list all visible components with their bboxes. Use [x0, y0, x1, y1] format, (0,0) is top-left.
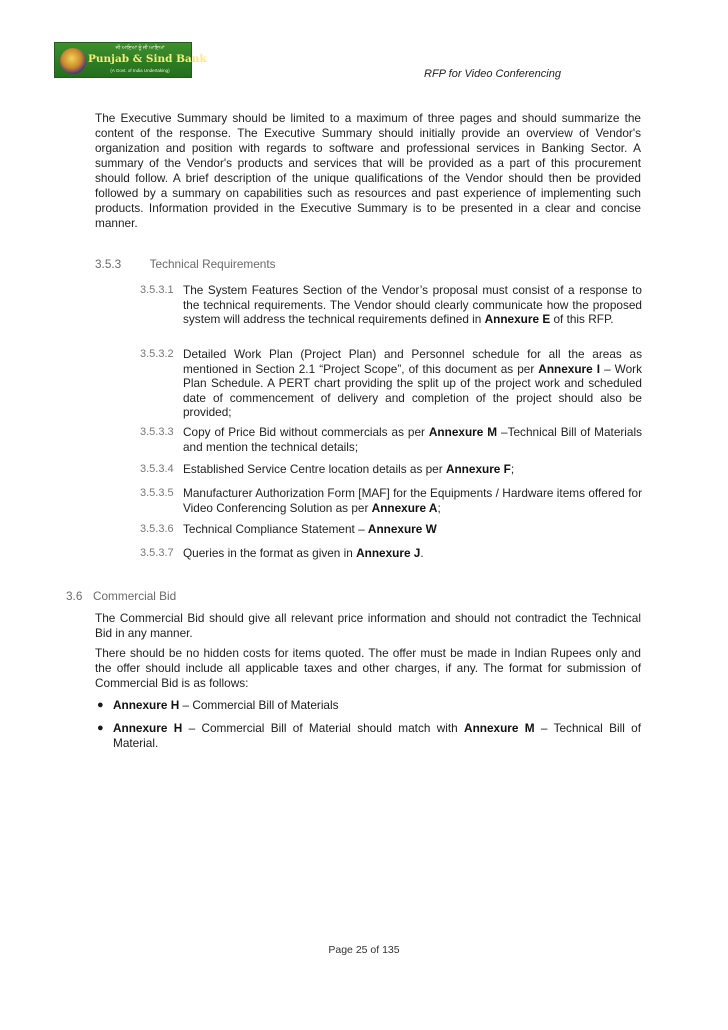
executive-summary-paragraph: The Executive Summary should be limited to a maximum of three pages and should summarize the content of the response. The Executive Summary should initially provide an overview of Vendor's organization and position with regards to software and professional services in Banking Sector. A summary of the Vendor's products and services that will be provided as a part of this procurement should follow. A brief description of the unique qualifications of the Vendor should then be provided followed by a summary on capabilities such as resources and past experience of implementing such products. Information provided in the Executive Summary is to be presented in a clear and concise manner. — [95, 111, 641, 230]
page-footer: Page 25 of 135 — [328, 944, 400, 956]
list-item — [95, 721, 641, 751]
item-number: 3.5.3.2 — [140, 348, 174, 360]
item-text: Established Service Centre location details as per Annexure F; — [183, 462, 515, 476]
item-number: 3.5.3.4 — [140, 463, 174, 475]
item-text: The System Features Section of the Vendor’s proposal must consist of a response to the technical requirements. The Vendor should clearly communicate how the proposed system will address the technical requirements defined in Annexure E of this RFP. — [183, 283, 642, 327]
section-number: 3.5.3 — [95, 257, 122, 271]
item-number: 3.5.3.5 — [140, 487, 174, 499]
bullet-text: Annexure H – Commercial Bill of Materials — [113, 698, 339, 712]
list-item — [140, 522, 642, 537]
logo-tagline: (A Govt. of India Undertaking) — [110, 68, 170, 73]
list-item — [140, 347, 642, 420]
item-text: Copy of Price Bid without commercials as per Annexure M –Technical Bill of Materials and mention the technical details; — [183, 425, 643, 454]
item-number: 3.5.3.1 — [140, 284, 174, 296]
item-number: 3.5.3.7 — [140, 547, 174, 559]
bullet-icon: ● — [97, 722, 104, 734]
list-item — [140, 486, 642, 515]
section-title: Commercial Bid — [92, 589, 177, 603]
page-total: 135 — [382, 944, 400, 956]
list-item — [140, 546, 642, 561]
bullet-icon: ● — [97, 699, 104, 711]
commercial-bid-paragraph-1: The Commercial Bid should give all relevant price information and should not contradict the Technical Bid in any manner. — [95, 611, 641, 640]
item-number: 3.5.3.6 — [140, 523, 174, 535]
list-item — [140, 283, 642, 327]
bank-emblem-icon — [60, 48, 86, 74]
section-title: Technical Requirements — [149, 257, 276, 271]
bullet-text: Annexure H – Commercial Bill of Material should match with Annexure M – Technical Bill of Material. — [113, 721, 641, 750]
section-3-5-3-heading — [95, 257, 276, 271]
item-text: Queries in the format as given in Annexure J. — [183, 546, 424, 560]
list-item — [140, 462, 642, 477]
bank-logo — [54, 42, 207, 78]
logo-top-text: ਜੀ ਆਇਆਂ ਨੂੰ ਜੀ ਆਇਆਂ — [115, 45, 165, 51]
item-text: Manufacturer Authorization Form [MAF] for the Equipments / Hardware items offered for Video Conferencing Solution as per Annexure A; — [183, 486, 642, 515]
item-text: Technical Compliance Statement – Annexure W — [183, 522, 437, 536]
section-3-6-heading — [66, 589, 176, 603]
document-header-title: RFP for Video Conferencing — [424, 68, 561, 80]
item-number: 3.5.3.3 — [140, 426, 174, 438]
commercial-bid-paragraph-2: There should be no hidden costs for items quoted. The offer must be made in Indian Rupees only and the offer should include all applicable taxes and other charges, if any. The format for submission of Commercial Bid is as follows: — [95, 646, 641, 690]
logo-bank-name: Punjab & Sind Bank — [88, 53, 207, 65]
list-item — [140, 425, 642, 454]
item-text: Detailed Work Plan (Project Plan) and Personnel schedule for all the areas as mentioned in Section 2.1 “Project Scope”, of this document as per Annexure I – Work Plan Schedule. A PERT chart providing the split up of the project work and scheduled date of commencement of delivery and completion of the project should also be provided; — [183, 347, 642, 420]
page-number: 25 — [355, 944, 368, 956]
list-item — [95, 698, 641, 713]
section-number: 3.6 — [66, 589, 83, 603]
